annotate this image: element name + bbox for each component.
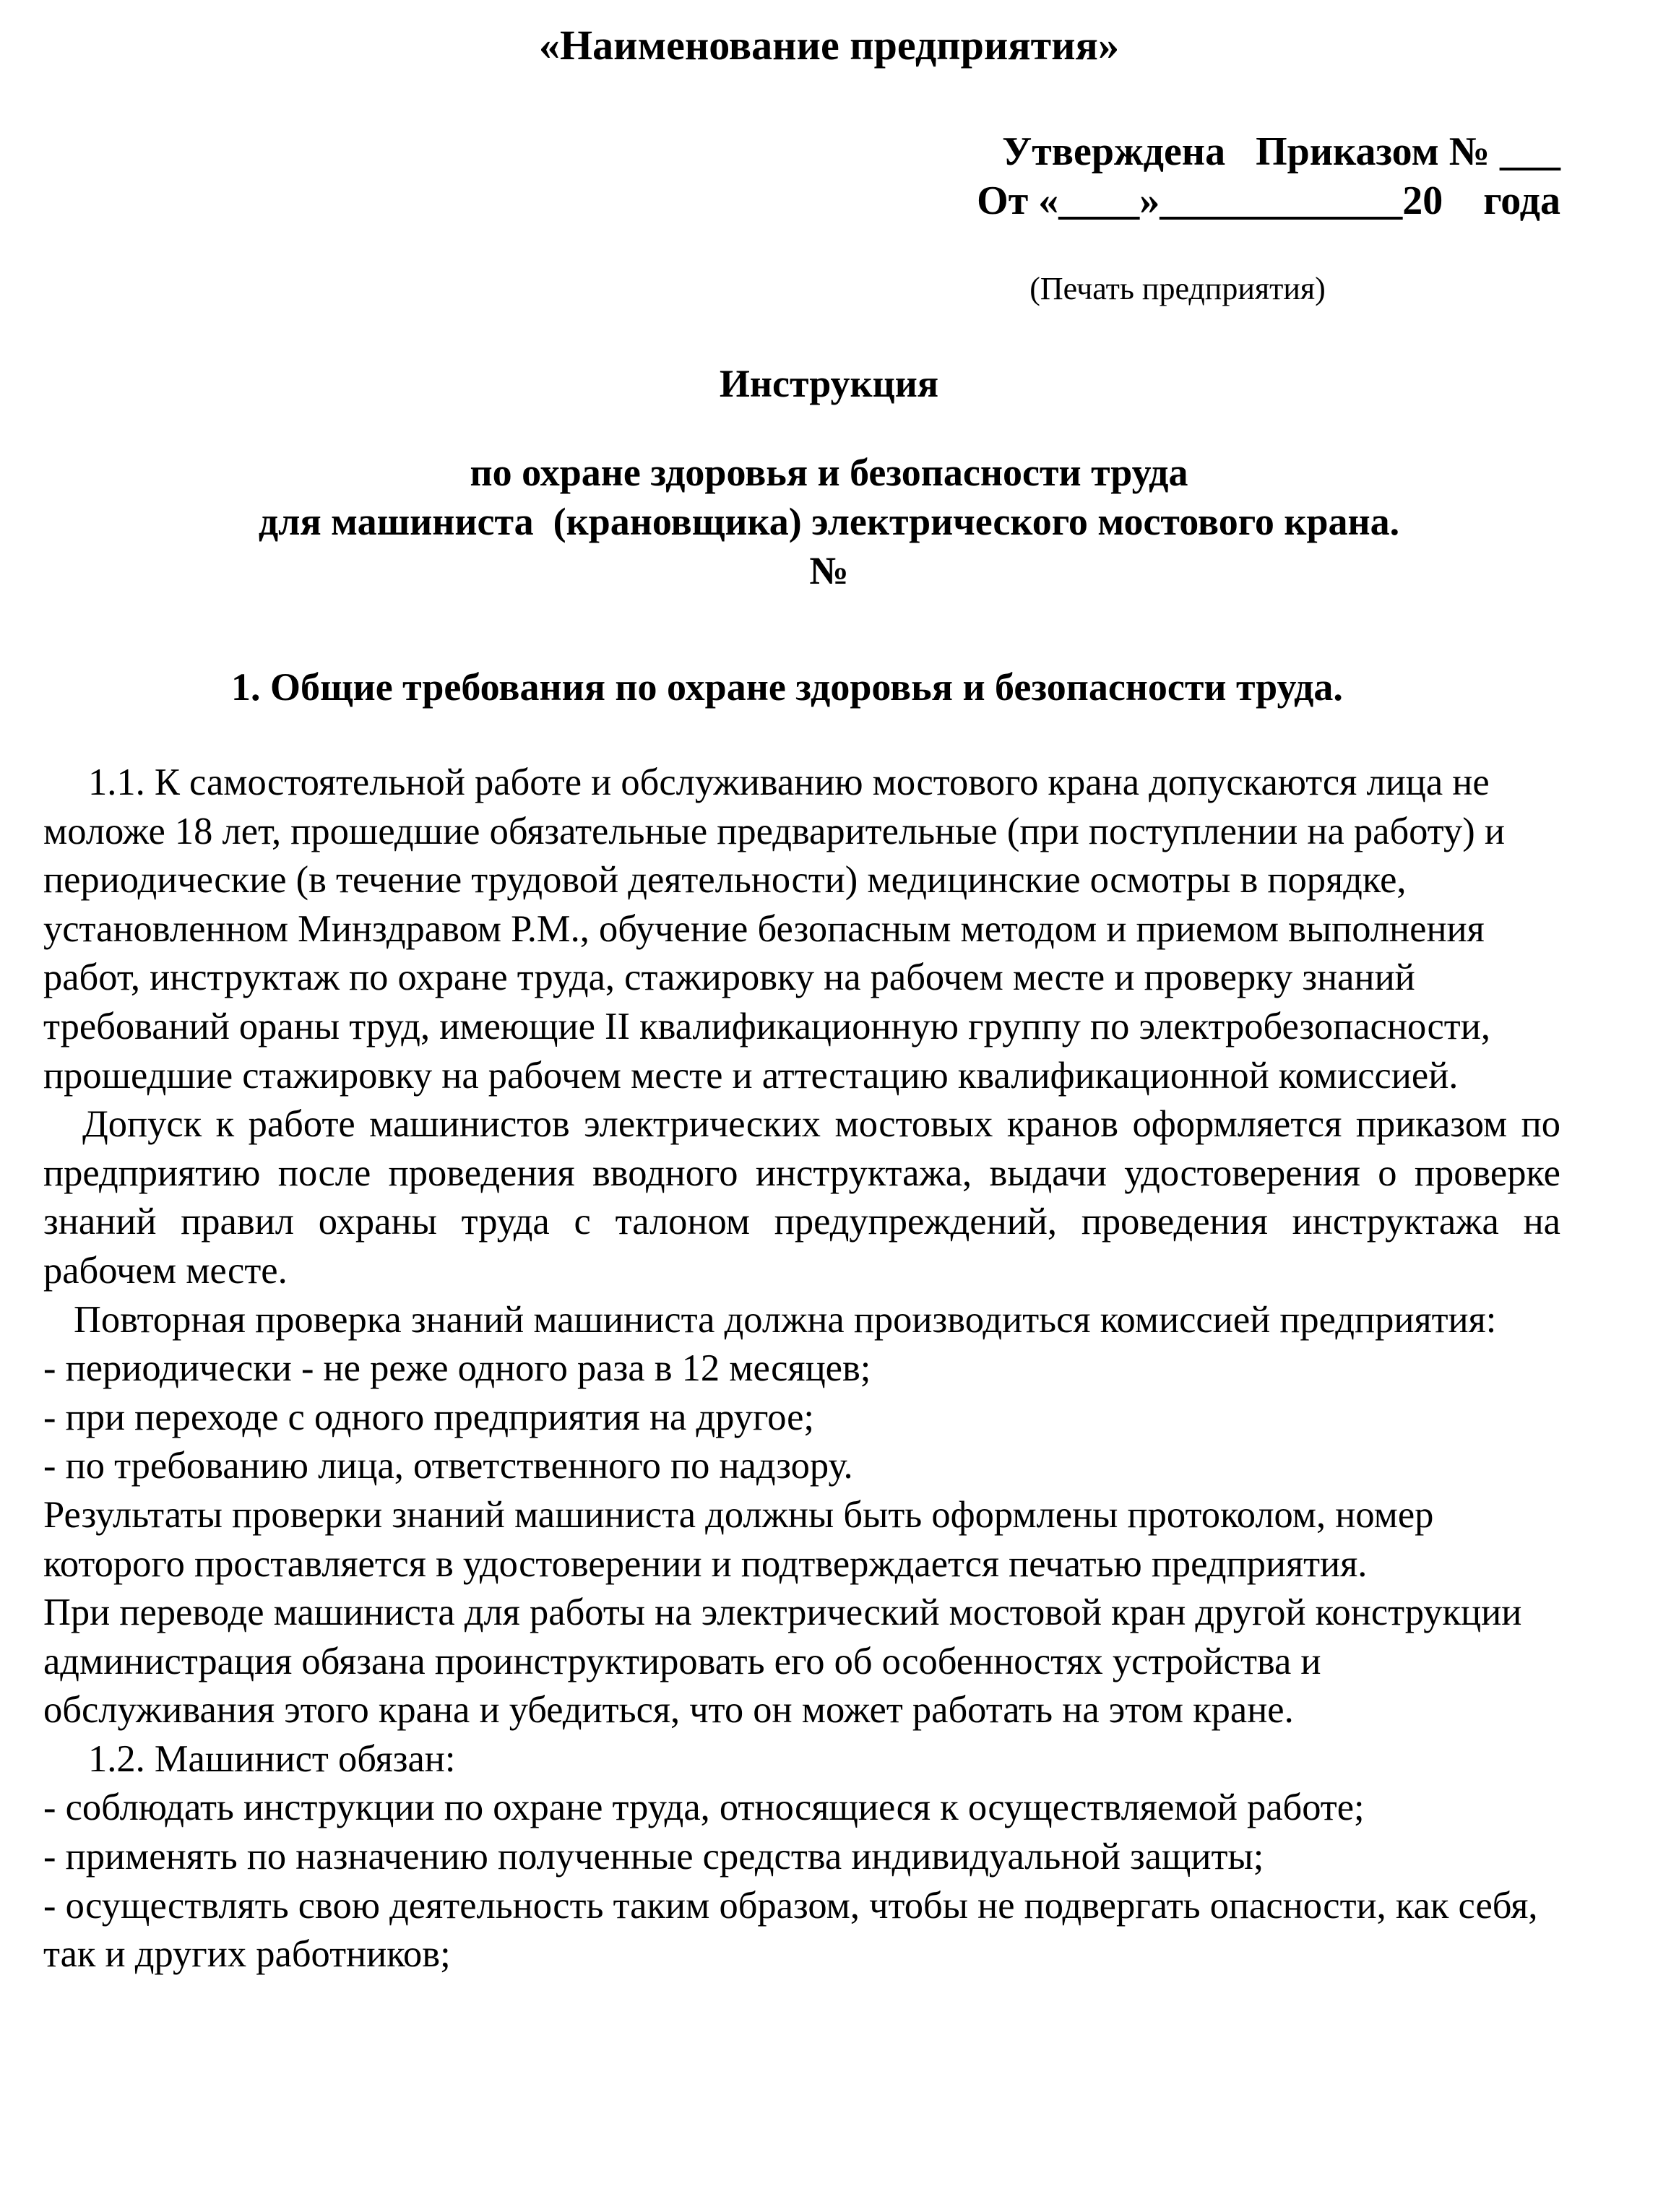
paragraph-admission: Допуск к работе машинистов электрических мостовых кранов оформляется приказом по предприятию после проведения вводного инструктажа, выдачи удостоверения о проверке знаний правил охраны труда с талоном предупреждений, проведения инструктажа на рабочем месте. [43,1103,1560,1292]
approval-block [867,127,1560,225]
list-item: - по требованию лица, ответственного по надзору. [43,1445,853,1487]
approval-order-line: Утверждена Приказом № ___ [1002,129,1560,174]
subtitle-line-2: для машиниста (крановщика) электрического мостового крана. [258,500,1400,543]
seal-placeholder: (Печать предприятия) [1029,271,1326,306]
paragraph-transfer: При переводе машиниста для работы на электрический мостовой кран другой конструкции администрация обязана проинструктировать его об особенностях устройства и обслуживания этого крана и убедиться, что он может работать на этом кране. [43,1591,1522,1732]
list-item: - периодически - не реже одного раза в 12 месяцев; [43,1347,871,1390]
document-number: № [809,549,849,592]
list-item: - осуществлять свою деятельность таким образом, чтобы не подвергать опасности, как себя, так и других работников; [43,1884,1538,1976]
document-body [43,759,1560,1979]
paragraph-recheck: Повторная проверка знаний машиниста должна производиться комиссией предприятия: [74,1298,1497,1341]
list-item: - соблюдать инструкции по охране труда, относящиеся к осуществляемой работе; [43,1787,1365,1829]
approval-date-line: От «____»____________20 года [977,178,1560,223]
paragraph-1-2: 1.2. Машинист обязан: [88,1737,456,1780]
section-heading: 1. Общие требования по охране здоровья и безопасности труда. [231,665,1343,709]
paragraph-results: Результаты проверки знаний машиниста должны быть оформлены протоколом, номер которого проставляется в удостоверении и подтверждается печатью предприятия. [43,1493,1434,1585]
subtitle-line-1: по охране здоровья и безопасности труда [470,451,1188,494]
paragraph-1-1: 1.1. К самостоятельной работе и обслуживанию мостового крана допускаются лица не моложе 18 лет, прошедшие обязательные предварительные (при поступлении на работу) и периодические (в течение трудовой деятельности) медицинские осмотры в порядке, установленном Минздравом Р.М., обучение безопасным методом и приемом выполнения работ, инструктаж по охране труда, стажировку на рабочем месте и проверку знаний требований ораны труд, имеющие II квалификационную группу по электробезопасности, прошедшие стажировку на рабочем месте и аттестацию квалификационной комиссией. [43,761,1505,1097]
company-name: «Наименование предприятия» [539,22,1119,69]
list-item: - при переходе с одного предприятия на другое; [43,1396,814,1438]
list-item: - применять по назначению полученные средства индивидуальной защиты; [43,1836,1264,1878]
document-title: Инструкция [719,362,939,405]
document-subtitle [0,448,1658,595]
